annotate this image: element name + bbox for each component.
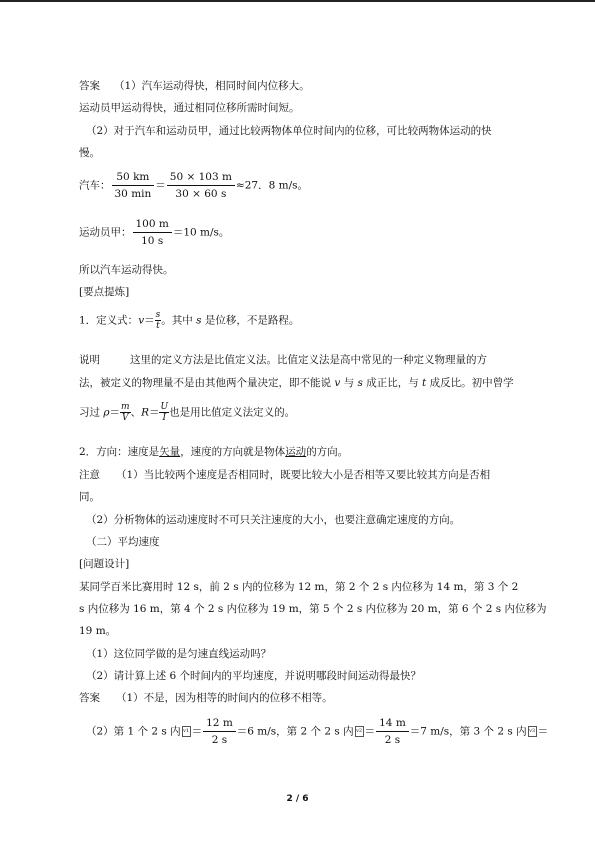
velocity-formula-fraction: $\frac{s}{t}$ xyxy=(155,310,161,331)
note-line-1: 说明 这里的定义方法是比值定义法。比值定义法是高中常见的一种定义物理量的方 xyxy=(79,354,487,366)
resistance-fraction: $\frac{U}{I}$ xyxy=(160,402,169,423)
attention-label: 注意 xyxy=(79,469,100,481)
answer-label: 答案 xyxy=(79,692,100,704)
car-fraction-1: $\frac{50 km}{30 \min}$ xyxy=(112,170,155,201)
attention-line-1: 注意 （1）当比较两个速度是否相同时，既要比较大小是否相等又要比较其方向是否相 xyxy=(79,469,491,481)
attention-2-line: （2）分析物体的运动速度时不可只关注速度的大小，也要注意确定速度的方向。 xyxy=(86,514,461,526)
top-border-line xyxy=(0,0,595,2)
key-points-heading: [要点提炼] xyxy=(79,286,130,298)
direction-line: 2．方向：速度是矢量，速度的方向就是物体运动的方向。 xyxy=(79,446,349,458)
conclusion-line: 所以汽车运动得快。 xyxy=(79,264,174,276)
avg-fraction-1: $\frac{12 m}{2 s}$ xyxy=(203,716,236,747)
car-calculation: 汽车： $\frac{50 km}{30 \min}$ ＝ $\frac{50 \times 103 m}{30 \times 60 s}$ ≈27．8 m/s。 xyxy=(79,171,309,200)
average-speed-calculation: （2）第 1 个 2 s 内 v1 ＝ $\frac{12 m}{2 s}$ ＝6 m/s，第 2 个 2 s 内 v2 ＝ $\frac{14 m}{2 s}$ ＝7 m/s，第 3 个 2 s 内 v3 ＝ xyxy=(86,717,549,746)
compare-line-1: （2）对于汽车和运动员甲，通过比较两物体单位时间内的位移，可比较两物体运动的快 xyxy=(86,125,492,137)
density-fraction: $\frac{m}{V}$ xyxy=(121,402,130,423)
question-2: （2）请计算上述 6 个时间内的平均速度，并说明哪段时间运动得最快？ xyxy=(86,670,422,682)
problem-line-3: 19 m。 xyxy=(79,625,117,637)
page-number: 2 / 6 xyxy=(286,794,309,804)
note-line-2: 法，被定义的物理量不是由其他两个量决定，即不能说 v 与 s 成正比，与 t 成反比。初中曾学 xyxy=(79,377,514,389)
athlete-calculation: 运动员甲： $\frac{100 m}{10 s}$ ＝10 m/s。 xyxy=(79,218,230,247)
note-label: 说明 xyxy=(79,354,100,366)
athlete-fraction: $\frac{100 m}{10 s}$ xyxy=(133,217,172,248)
section-heading-average-speed: （二）平均速度 xyxy=(86,536,160,548)
definition-line: 1．定义式：v＝ $\frac{s}{t}$ 。其中 s 是位移，不是路程。 xyxy=(79,310,300,331)
missing-symbol-v3: v3 xyxy=(528,726,537,737)
missing-symbol-v2: v2 xyxy=(355,726,364,737)
compare-line-2: 慢。 xyxy=(79,147,100,159)
answer-label: 答案 xyxy=(79,80,100,92)
problem-design-heading: [问题设计] xyxy=(79,558,130,570)
car-fraction-2: $\frac{50 \times 103 m}{30 \times 60 s}$ xyxy=(167,170,235,201)
missing-symbol-v1: v1 xyxy=(182,726,191,737)
athlete-line: 运动员甲运动得快，通过相同位移所需时间短。 xyxy=(79,102,300,114)
note-line-3: 习过 ρ＝ $\frac{m}{V}$ 、R＝ $\frac{U}{I}$ 也是用比值定义法定义的。 xyxy=(79,402,296,423)
problem-line-1: 某同学百米比赛用时 12 s，前 2 s 内的位移为 12 m，第 2 个 2 s 内位移为 14 m，第 3 个 2 xyxy=(79,581,519,593)
question-1: （1）这位同学做的是匀速直线运动吗？ xyxy=(86,648,272,660)
answer-line-1: 答案 （1）汽车运动得快，相同时间内位移大。 xyxy=(79,80,310,92)
answer-line-2: 答案 （1）不是，因为相等的时间内的位移不相等。 xyxy=(79,692,333,704)
problem-line-2: s 内位移为 16 m，第 4 个 2 s 内位移为 19 m，第 5 个 2 s 内位移为 20 m，第 6 个 2 s 内位移为 xyxy=(79,603,547,615)
attention-line-2: 同。 xyxy=(79,491,100,503)
avg-fraction-2: $\frac{14 m}{2 s}$ xyxy=(376,716,409,747)
